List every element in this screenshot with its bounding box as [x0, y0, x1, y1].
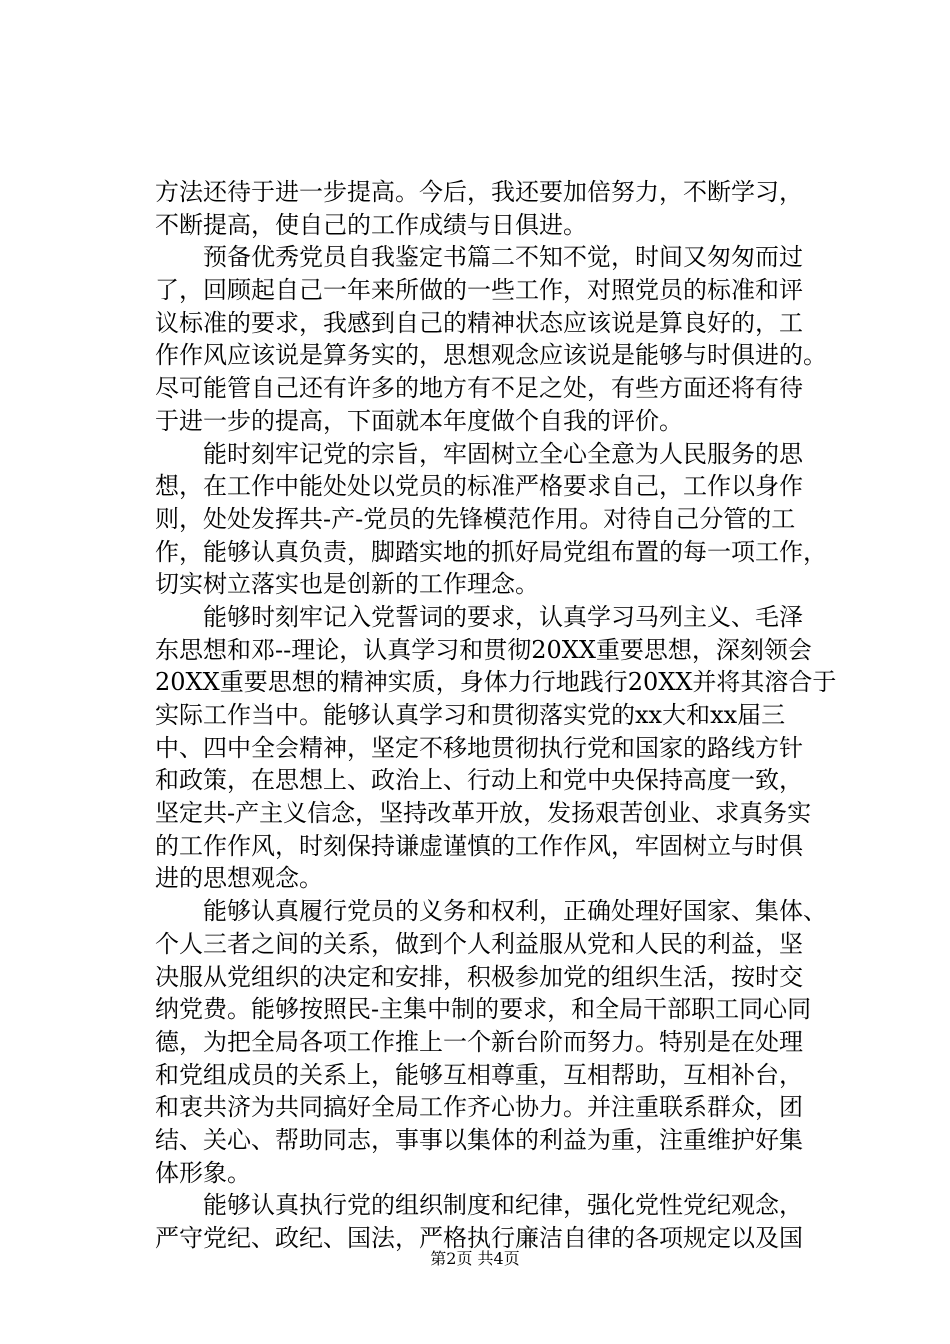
text-line: 严守党纪、政纪、国法，严格执行廉洁自律的各项规定以及国 [155, 1224, 803, 1252]
text-line: 不断提高，使自己的工作成绩与日俱进。 [155, 210, 587, 239]
text-line: 能时刻牢记党的宗旨，牢固树立全心全意为人民服务的思 [155, 439, 803, 468]
text-line: 切实树立落实也是创新的工作理念。 [155, 570, 539, 599]
text-line: 能够认真执行党的组织制度和纪律，强化党性党纪观念， [155, 1191, 803, 1220]
text-line: 实际工作当中。能够认真学习和贯彻落实党的xx大和xx届三 [155, 701, 786, 729]
text-line: 的工作作风，时刻保持谦虚谨慎的工作作风，牢固树立与时俱 [155, 831, 803, 860]
text-line: 于进一步的提高，下面就本年度做个自我的评价。 [155, 406, 683, 435]
text-line: 尽可能管自己还有许多的地方有不足之处，有些方面还将有待 [155, 374, 803, 403]
text-line: 中、四中全会精神，坚定不移地贯彻执行党和国家的路线方针 [155, 733, 803, 762]
text-line: 德，为把全局各项工作推上一个新台阶而努力。特别是在处理 [155, 1027, 803, 1056]
text-line: 决服从党组织的决定和安排，积极参加党的组织生活，按时交 [155, 962, 803, 991]
text-line: 能够认真履行党员的义务和权利，正确处理好国家、集体、 [155, 897, 827, 926]
text-line: 体形象。 [155, 1158, 251, 1187]
text-line: 了，回顾起自己一年来所做的一些工作，对照党员的标准和评 [155, 276, 803, 305]
text-line: 作作风应该说是算务实的，思想观念应该说是能够与时俱进的。 [155, 341, 827, 370]
text-line: 能够时刻牢记入党誓词的要求，认真学习马列主义、毛泽 [155, 602, 803, 631]
text-line: 方法还待于进一步提高。今后，我还要加倍努力，不断学习， [155, 178, 803, 206]
text-line: 预备优秀党员自我鉴定书篇二不知不觉，时间又匆匆而过 [155, 243, 803, 272]
text-line: 坚定共-产主义信念，坚持改革开放，发扬艰苦创业、求真务实 [155, 799, 812, 828]
text-line: 个人三者之间的关系，做到个人利益服从党和人民的利益，坚 [155, 929, 803, 958]
page-footer: 第2页 共4页 [430, 1249, 520, 1268]
text-line: 作，能够认真负责，脚踏实地的抓好局党组布置的每一项工作， [155, 537, 827, 566]
text-line: 和政策，在思想上、政治上、行动上和党中央保持高度一致， [155, 766, 803, 795]
text-line: 东思想和邓--理论，认真学习和贯彻20XX重要思想，深刻领会 [155, 635, 812, 664]
text-line: 则，处处发挥共-产-党员的先锋模范作用。对待自己分管的工 [155, 504, 796, 533]
text-line: 议标准的要求，我感到自己的精神状态应该说是算良好的，工 [155, 308, 803, 337]
document-body [155, 176, 837, 1255]
text-line: 20XX重要思想的精神实质，身体力行地践行20XX并将其溶合于 [155, 668, 837, 697]
text-line: 纳党费。能够按照民-主集中制的要求，和全局干部职工同心同 [155, 995, 812, 1024]
text-line: 想，在工作中能处处以党员的标准严格要求自己，工作以身作 [155, 472, 803, 501]
text-line: 和党组成员的关系上，能够互相尊重，互相帮助，互相补台， [155, 1060, 803, 1089]
text-line: 进的思想观念。 [155, 864, 323, 893]
text-line: 结、关心、帮助同志，事事以集体的利益为重，注重维护好集 [155, 1125, 803, 1154]
text-line: 和衷共济为共同搞好全局工作齐心协力。并注重联系群众，团 [155, 1093, 803, 1122]
